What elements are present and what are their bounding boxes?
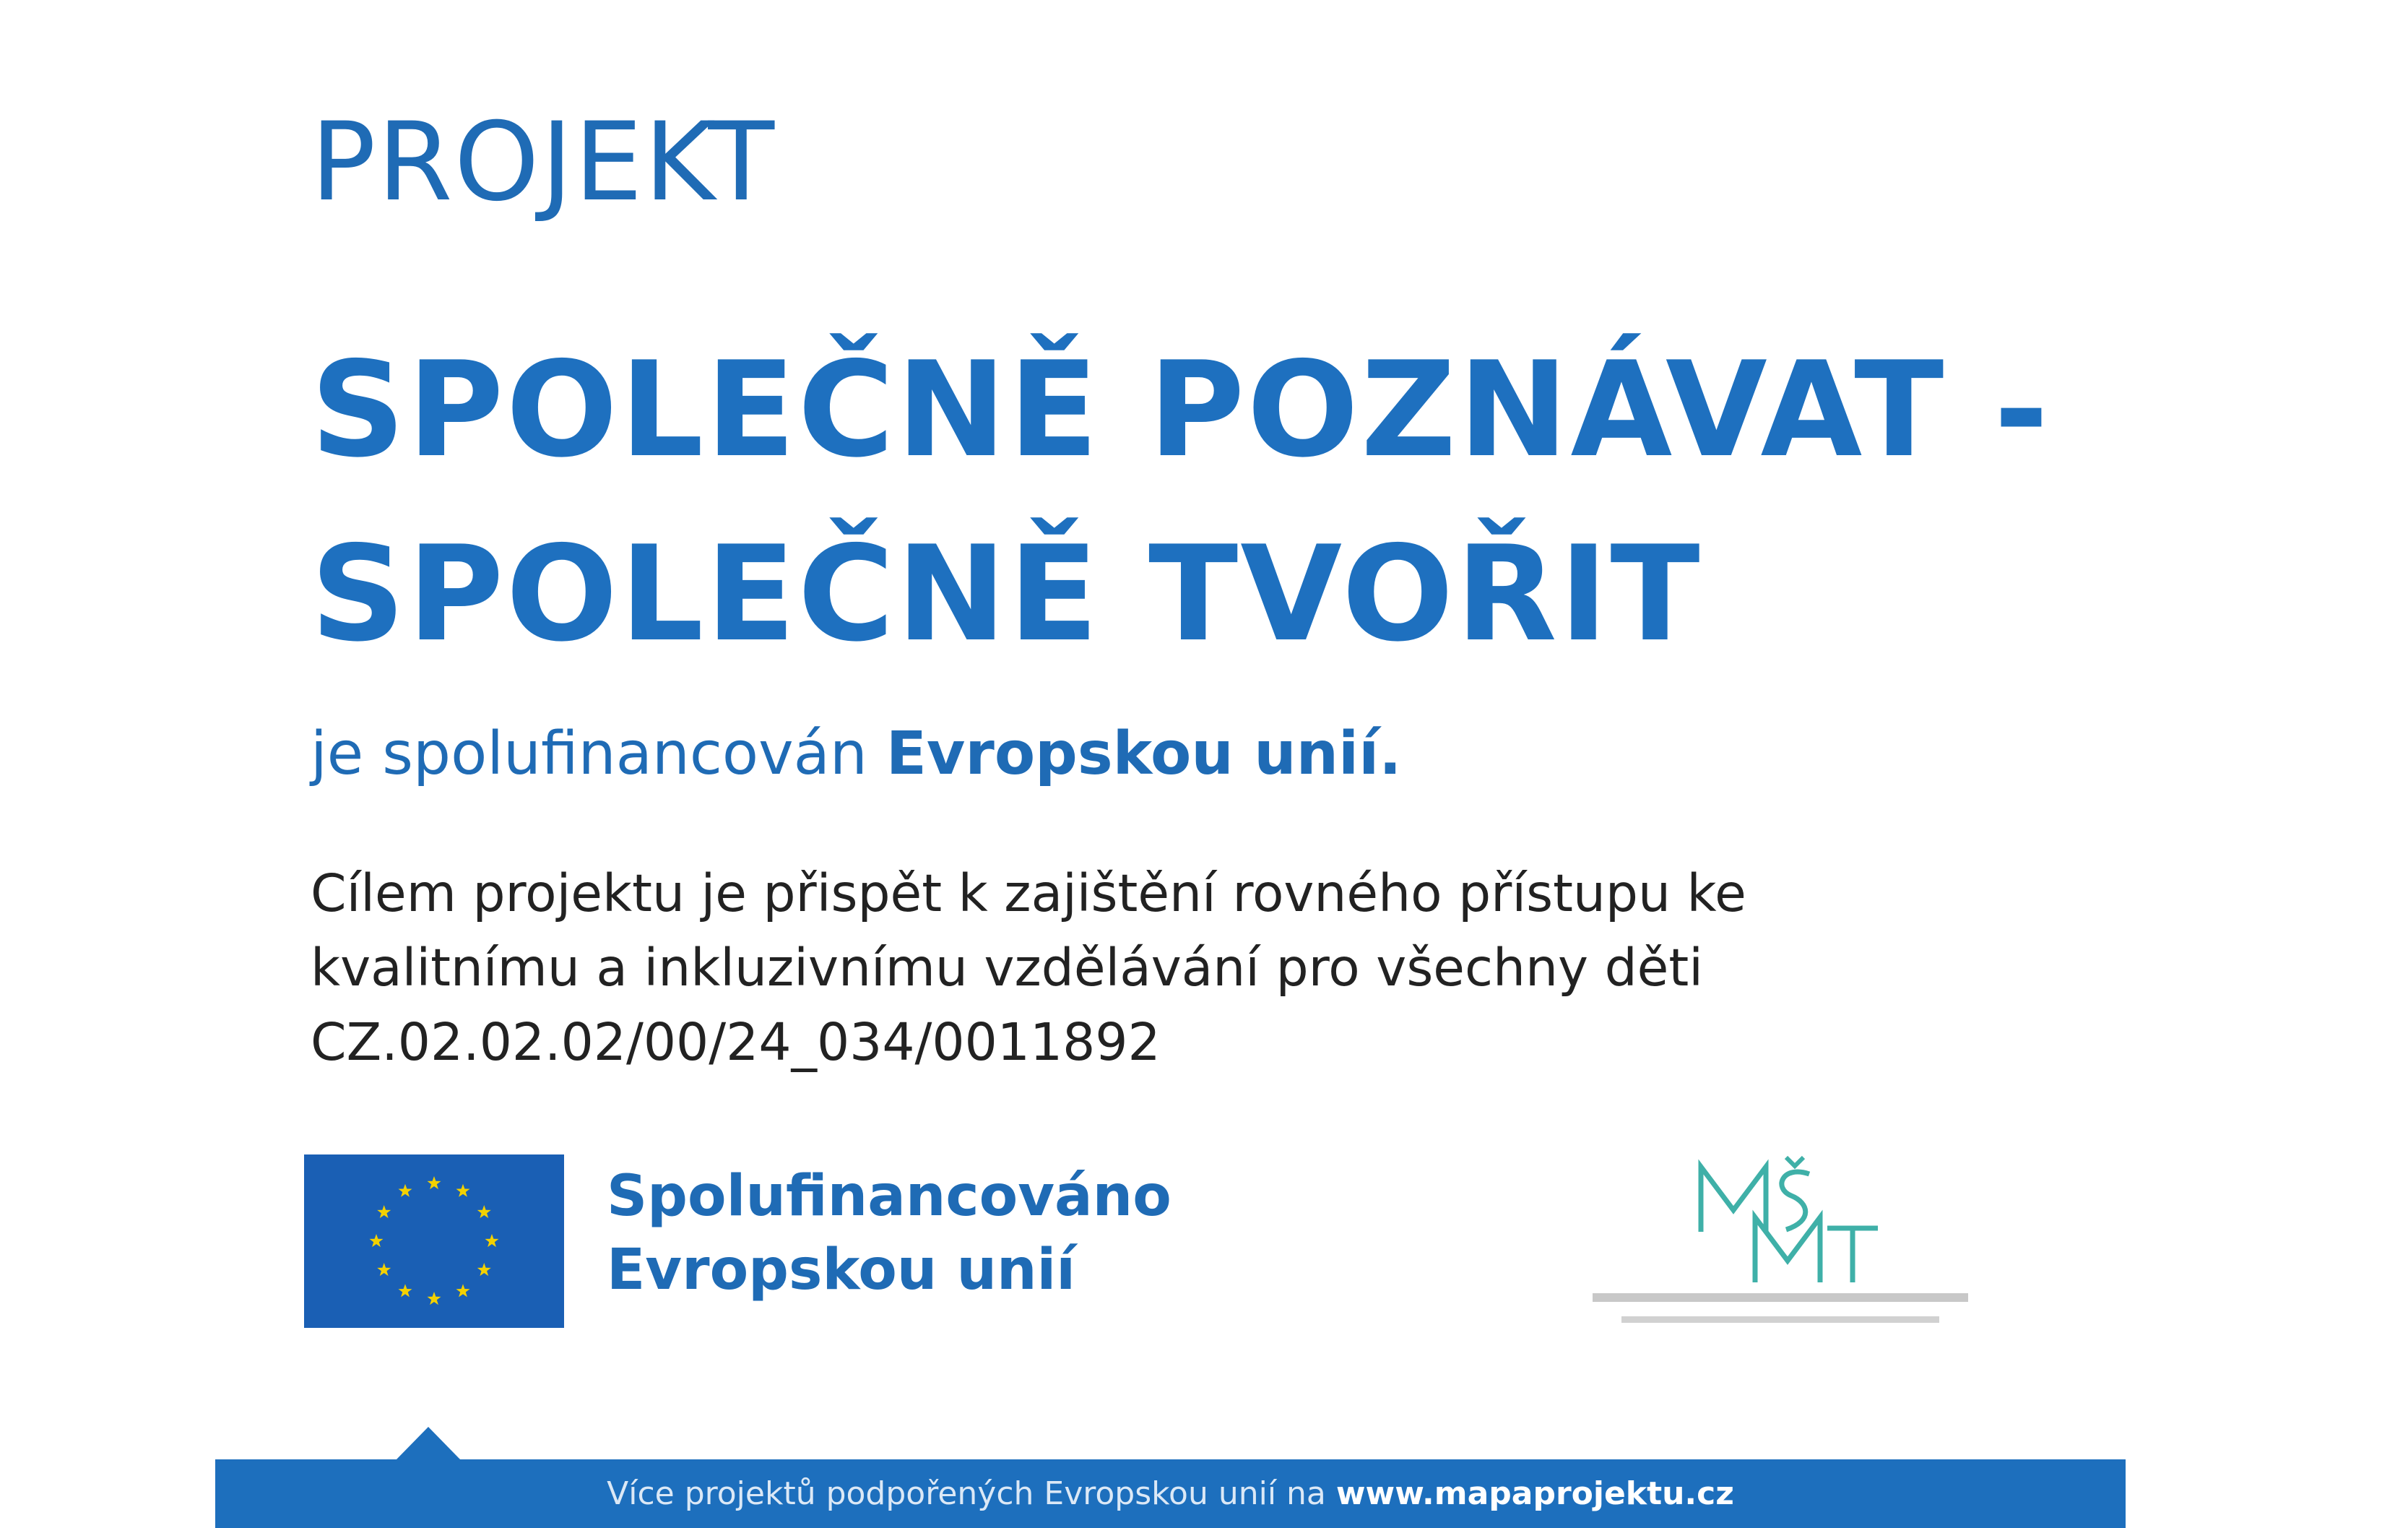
footer-prefix: Více projektů podpořených Evropskou unií na xyxy=(607,1475,1336,1512)
msmt-logo xyxy=(1593,1149,1968,1344)
cofinanced-prefix: je spolufinancován xyxy=(311,720,886,788)
footer-text xyxy=(215,1475,2126,1512)
footer-url-link[interactable]: www.mapaprojektu.cz xyxy=(1335,1475,1734,1512)
project-title xyxy=(311,318,2050,686)
project-goal xyxy=(311,856,1972,1079)
cofinanced-emphasis: Evropskou unií. xyxy=(885,720,1402,788)
footer-bar xyxy=(215,1459,2126,1528)
goal-line-1: Cílem projektu je přispět k zajištění rovného přístupu ke xyxy=(311,863,1746,923)
msmt-logo-graphic xyxy=(1593,1149,1968,1344)
project-code: CZ.02.02.02/00/24_034/0011892 xyxy=(311,1012,1161,1072)
eu-flag-graphic xyxy=(304,1154,564,1328)
eu-cofinance-line-1: Spolufinancováno xyxy=(607,1164,1171,1229)
eu-flag-icon xyxy=(304,1154,564,1328)
cofinanced-statement xyxy=(311,719,1401,790)
goal-line-2: kvalitnímu a inkluzivnímu vzdělávání pro všechny děti xyxy=(311,938,1703,998)
eu-cofinance-line-2: Evropskou unií xyxy=(607,1238,1076,1303)
project-title-line-1: SPOLEČNĚ POZNÁVAT - xyxy=(311,333,2051,486)
eu-cofinance-label xyxy=(607,1160,1171,1307)
footer-bar-notch xyxy=(396,1427,461,1460)
project-title-line-2: SPOLEČNĚ TVOŘIT xyxy=(311,517,1702,670)
project-label: PROJEKT xyxy=(311,100,776,225)
